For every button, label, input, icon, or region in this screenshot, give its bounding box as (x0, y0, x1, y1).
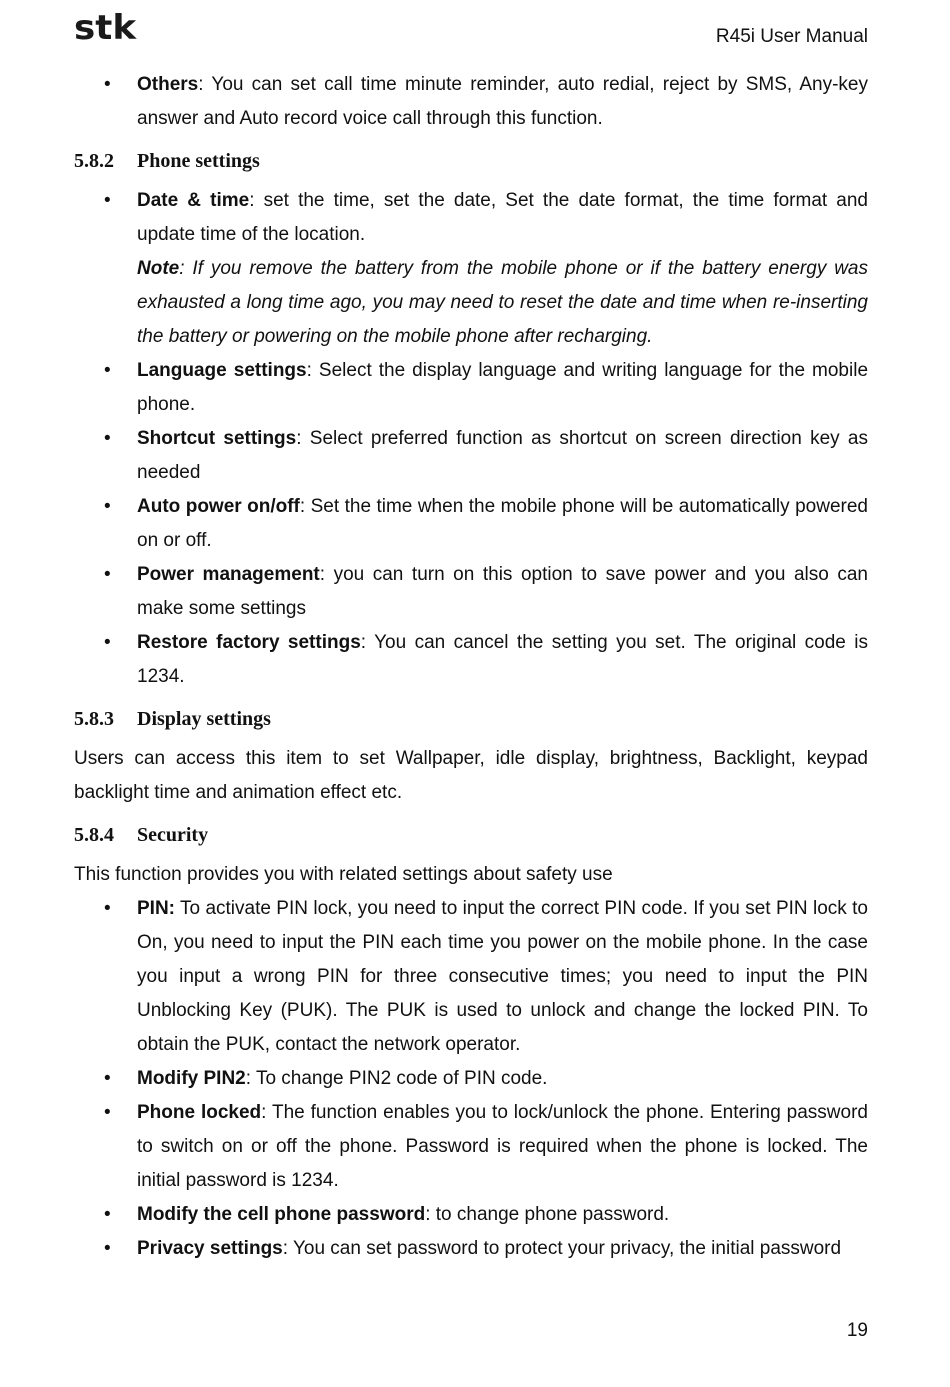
bullet-icon: • (104, 1068, 111, 1089)
item-text: : set the time, set the date, Set the date format, the time format and update time of the location. (137, 190, 868, 245)
list-item (74, 558, 868, 626)
list-item (74, 892, 868, 1062)
list-item (74, 68, 868, 136)
list-item (74, 1096, 868, 1198)
item-text: : Select the display language and writing language for the mobile phone. (137, 360, 869, 415)
item-text: : Select preferred function as shortcut on screen direction key as needed (137, 428, 868, 483)
list-item (74, 1198, 868, 1232)
item-text: : To change PIN2 code of PIN code. (245, 1068, 548, 1089)
bullet-icon: • (104, 360, 111, 381)
bullet-icon: • (104, 428, 111, 449)
note-body: : If you remove the battery from the mobile phone or if the battery energy was exhausted a long time ago, you may need to reset the date and time when re-inserting the battery or powering on the mobile phone after recharging. (137, 258, 868, 347)
section-heading-security (74, 820, 868, 850)
item-text: To activate PIN lock, you need to input the correct PIN code. If you set PIN lock to On, you need to input the PIN each time you power on the mobile phone. In the case you input a wrong PIN for three consecutive times; you need to input the PIN Unblocking Key (PUK). The PUK is used to unlock and change the locked PIN. To obtain the PUK, contact the network operator. (137, 898, 868, 1055)
list-item (74, 422, 868, 490)
note-label: Note (137, 258, 180, 279)
section-paragraph: Users can access this item to set Wallpaper, idle display, brightness, Backlight, keypad backlight time and animation effect etc. (74, 748, 868, 803)
bullet-icon: • (104, 1102, 111, 1123)
item-label: Phone locked (137, 1102, 262, 1123)
section-heading-display-settings (74, 704, 868, 734)
item-label: Modify the cell phone password (137, 1204, 426, 1225)
section-title: Security (137, 824, 209, 846)
list-item (74, 354, 868, 422)
bullet-icon: • (104, 564, 111, 585)
bullet-icon: • (104, 632, 111, 653)
item-text: : You can cancel the setting you set. The original code is 1234. (137, 632, 868, 687)
item-text: : The function enables you to lock/unlock the phone. Entering password to switch on or off the phone. Password is required when the phone is locked. The initial password is 1234. (137, 1102, 868, 1191)
item-text: : Set the time when the mobile phone will be automatically powered on or off. (137, 496, 868, 551)
document-title: R45i User Manual (715, 26, 868, 47)
item-label: Privacy settings (137, 1238, 283, 1259)
item-label: Shortcut settings (137, 428, 297, 449)
section-heading-phone-settings (74, 146, 868, 176)
bullet-icon: • (104, 1204, 111, 1225)
item-label: Modify PIN2 (137, 1068, 246, 1089)
section-number: 5.8.2 (74, 150, 114, 172)
bullet-icon: • (104, 1238, 111, 1259)
item-label: Language settings (137, 360, 307, 381)
list-item (74, 1232, 868, 1266)
item-label: Auto power on/off (137, 496, 300, 517)
item-label: PIN: (137, 898, 175, 919)
bullet-icon: • (104, 496, 111, 517)
item-text: : to change phone password. (425, 1204, 670, 1225)
item-label: Date & time (137, 190, 250, 211)
item-label: Restore factory settings (137, 632, 361, 653)
list-item (74, 626, 868, 694)
note-text (137, 252, 868, 354)
brand-logo: stk (74, 8, 137, 48)
section-number: 5.8.4 (74, 824, 114, 846)
section-number: 5.8.3 (74, 708, 114, 730)
item-label: Power management (137, 564, 320, 585)
bullet-icon: • (104, 74, 111, 95)
item-text: : You can set password to protect your privacy, the initial password (282, 1238, 842, 1259)
bullet-icon: • (104, 190, 111, 211)
list-item (74, 1062, 868, 1096)
page-number: 19 (846, 1320, 868, 1341)
section-paragraph: This function provides you with related settings about safety use (74, 864, 613, 885)
section-title: Display settings (137, 708, 271, 730)
item-text: : You can set call time minute reminder, auto redial, reject by SMS, Any-key answer and Auto record voice call through this function. (137, 74, 868, 129)
page-content (74, 68, 868, 1266)
section-title: Phone settings (137, 150, 260, 172)
bullet-icon: • (104, 898, 111, 919)
list-item (74, 490, 868, 558)
item-label: Others (137, 74, 199, 95)
list-item (74, 184, 868, 354)
item-text: : you can turn on this option to save power and you also can make some settings (137, 564, 869, 619)
